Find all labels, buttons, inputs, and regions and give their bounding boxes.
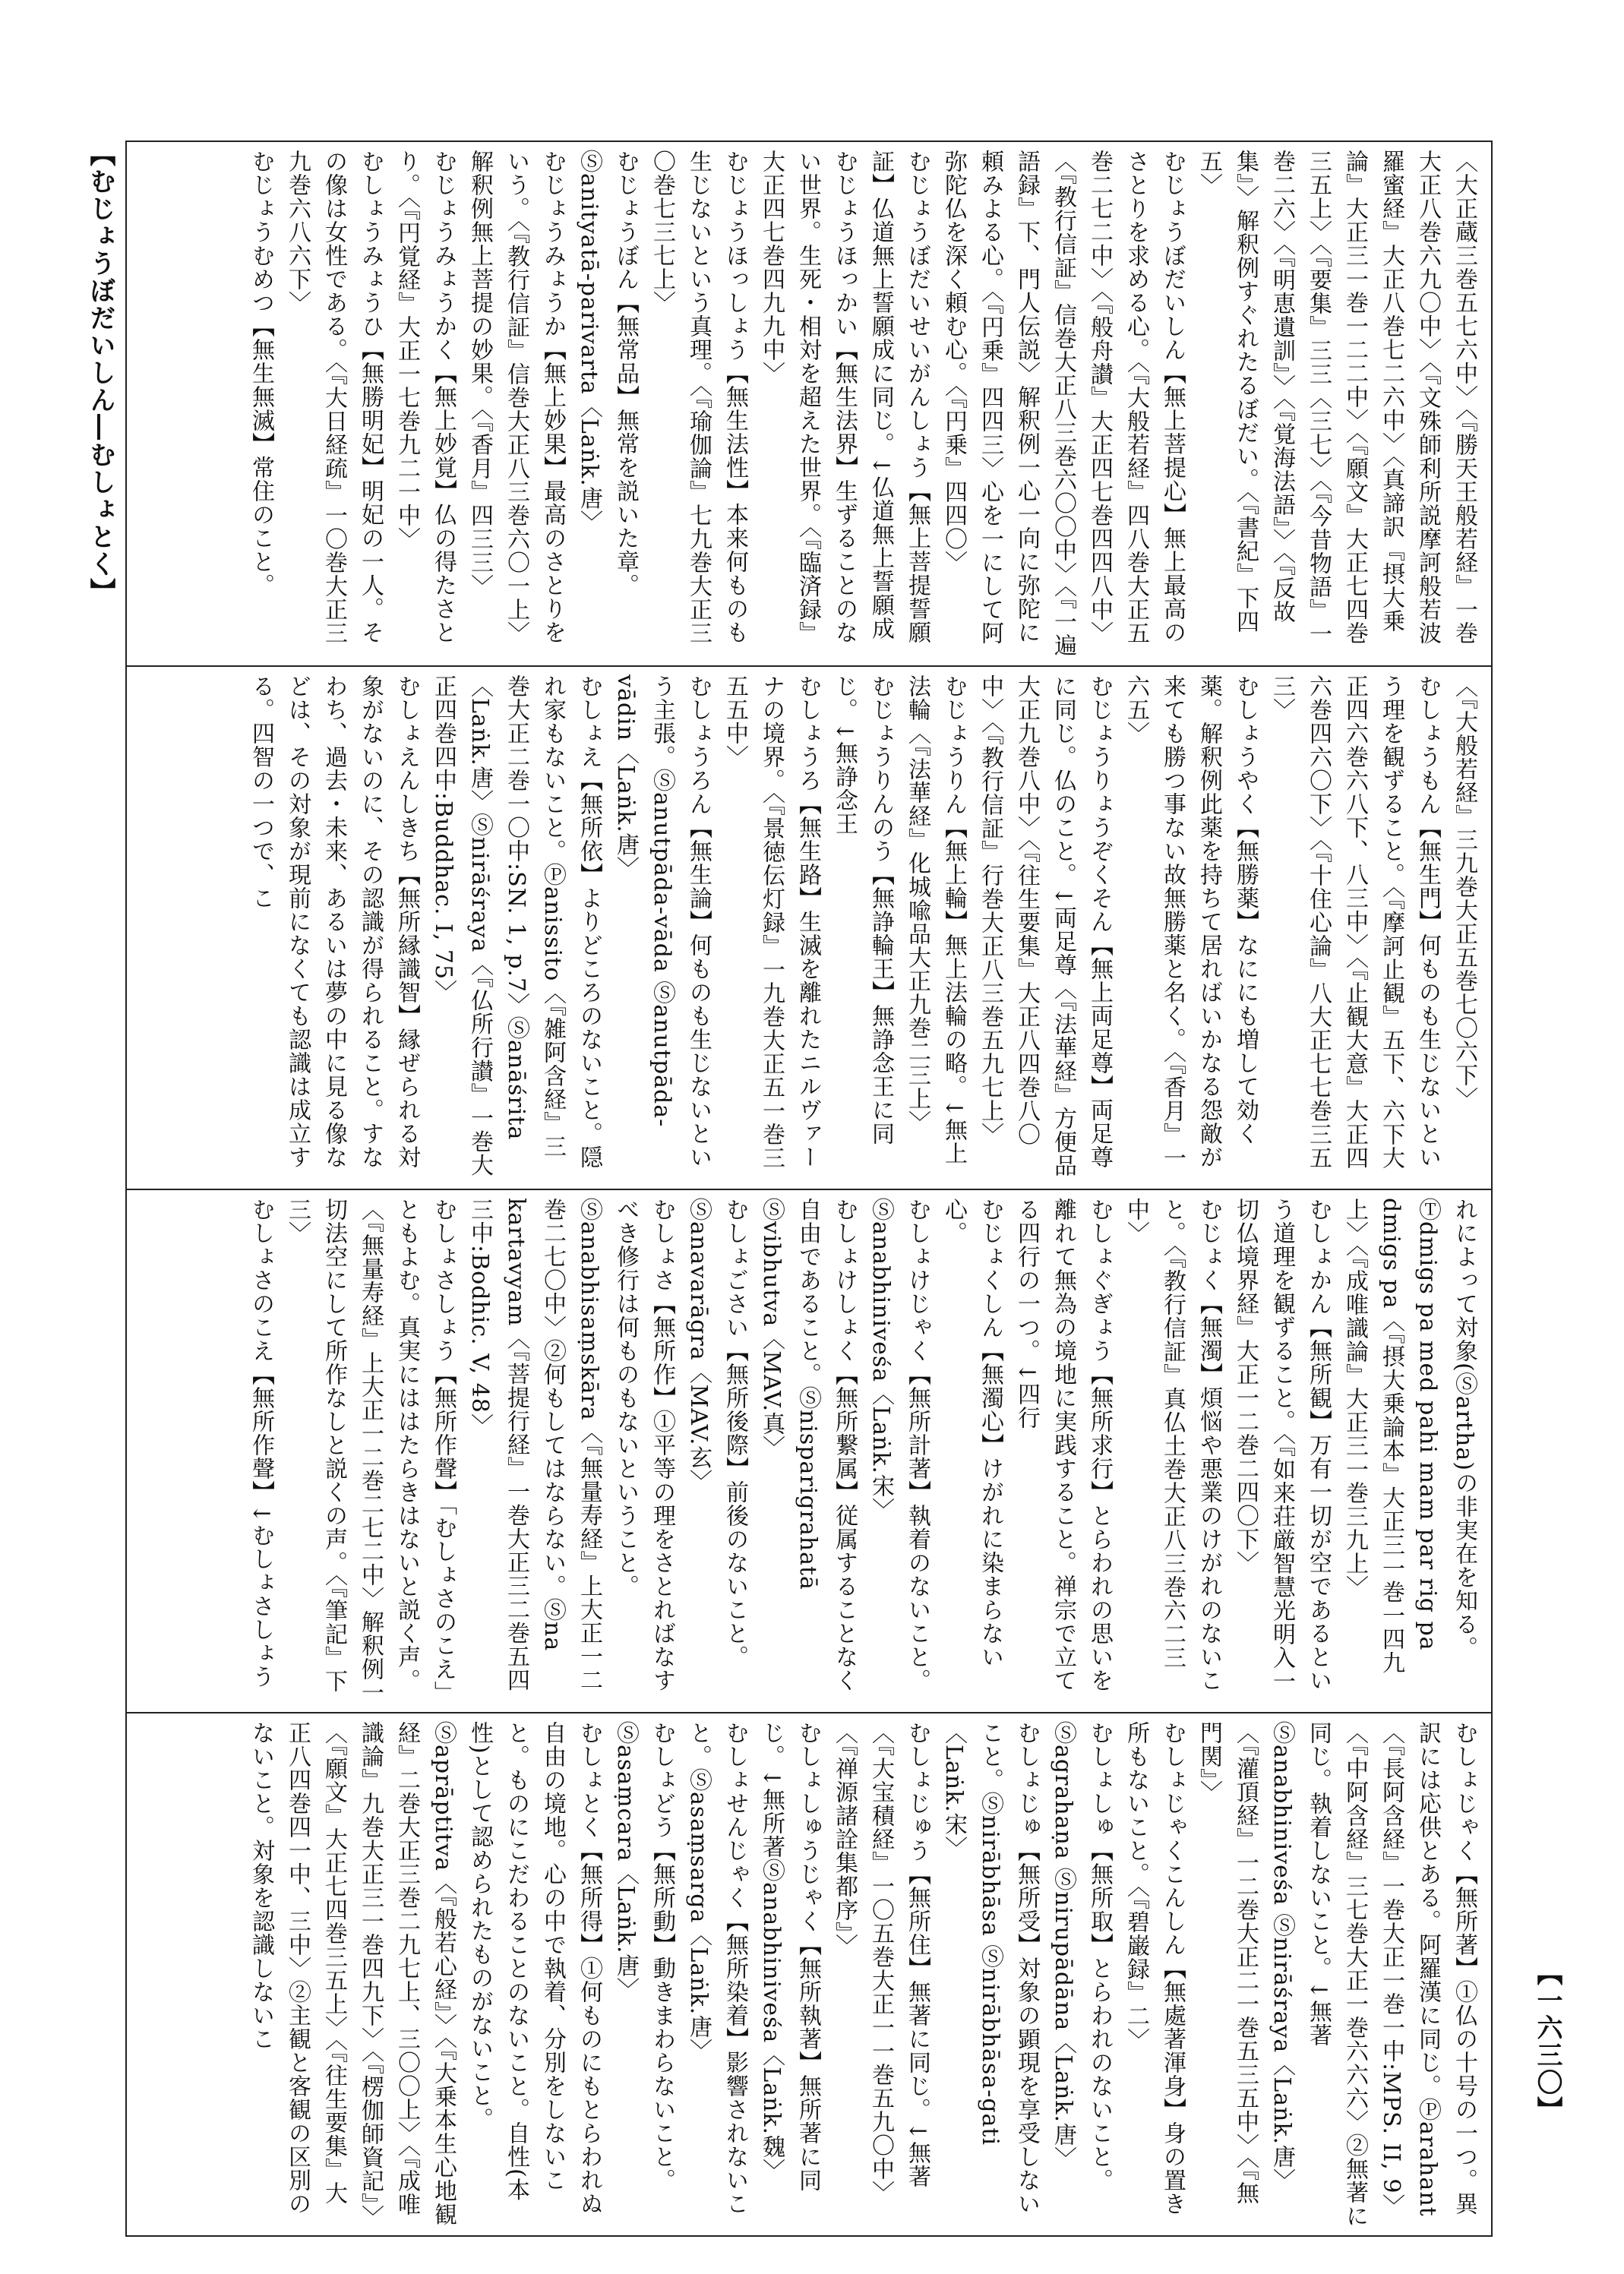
- entry: むしょけじゃく【無所計著】執着のないこと。Ⓢanabhiniveśa〈Laṅk.宋〉: [867, 1198, 930, 1692]
- tier-4: [127, 1712, 1491, 2235]
- entry: むしょかん【無所観】万有一切が空であるという道理を観ずること。〈『如来荘厳智慧光明入一切仏境界経』大正一二巻二四〇下〉: [1232, 1198, 1332, 1693]
- entry: むしょうやく【無勝薬】なににも増して効く薬。解釈例此薬を持ちて居ればいかなる怨敵が来ても勝つ事ない故無勝薬と名く。〈『香月』一六五〉: [1123, 674, 1259, 1170]
- entry: むしょうろ【無生路】生滅を離れたニルヴァーナの境界。〈『景徳伝灯録』一九巻大正五一巻三五五中〉: [722, 674, 821, 1170]
- entry: むじょうむめつ【無生無滅】常住のこと。: [248, 150, 274, 597]
- entry: むしょどう【無所動】動きまわらないこと。Ⓢasaṃcara〈Laṅk.唐〉: [612, 1721, 675, 2192]
- entry: むしょさ【無所作】①平等の理をさとればなすべき修行は何ものもないということ。Ⓢanabhisaṃskāra〈『無量寿経』上大正一二巻二七〇中〉②何もしてはならない。Ⓢna kartavyam〈『菩提行経』一巻大正三二巻五四三中:Bodhic. V, 48〉: [466, 1198, 675, 1692]
- entry: むしょうろん【無生論】何ものも生じないという主張。Ⓢanutpāda-vāda Ⓢanutpāda-vādin〈Laṅk.唐〉: [612, 674, 712, 1169]
- tier-2: [127, 665, 1491, 1189]
- entry: むじょうりんのう【無諍輪王】無諍念王に同じ。↓無諍念王: [831, 674, 894, 1145]
- tier-1-text: [136, 150, 1482, 658]
- entry: むしょうもん【無生門】何ものも生じないという理を観ずること。〈『摩訶止観』五下、六下大正四六巻六八下、八三中〉〈『止観大意』大正四六巻四六〇下〉〈『十住心論』八大正七七巻三五三〉: [1269, 674, 1441, 1170]
- entry: むしょごさい【無所後際】前後のないこと。Ⓢanavarāgra〈MAV.玄〉: [685, 1198, 748, 1669]
- dictionary-page: [125, 141, 1493, 2237]
- entry: むじょうほっかい【無生法界】生ずることのない世界。生死・相対を超えた世界。〈『臨済録』大正四七巻四九九中〉: [758, 150, 858, 645]
- entry: むじょうほっしょう【無生法性】本来何ものも生じないという真理。〈『瑜伽論』七九巻大正三〇巻七三七上〉: [649, 150, 748, 645]
- entry: むしょけしょく【無所繋属】従属することなく自由であること。Ⓢnisparigrahatā Ⓢvibhutva〈MAV.真〉: [758, 1198, 858, 1692]
- entry: むしょとく【無所得】①何ものにもとらわれぬ自由の境地。心の中で執着、分別をしないこと。ものにこだわることのないこと。自性(本性)として認められたものがないこと。Ⓢaprāptitva〈『般若心経』〉〈『大乗本生心地観経』二巻大正三巻二九七上、三〇〇上〉〈『成唯識論』九巻大正三一巻四九下〉〈『楞伽師資記』〉〈『願文』大正七四巻三五上〉〈『往生要集』大正八四巻四一中、三中〉②主観と客観の区別のないこと。対象を認識しないこ: [248, 1721, 602, 2227]
- entry: むしょさしょう【無所作聲】「むしょさのこえ」ともよむ。真実にははたらきはないと説く声。〈『無量寿経』上大正一二巻二七二中〉解釈例一切法空にして所作なしと説くの声。〈『筆記』下三〉: [284, 1198, 457, 1704]
- entry: むしょせんじゃく【無所染着】影響されないこと。Ⓢasaṃsarga〈Laṅk.唐〉: [685, 1721, 748, 2216]
- entry: むじょうみょうかく【無上妙覚】仏の得たさとり。〈『円覚経』大正一七巻九二一中〉: [393, 150, 457, 644]
- entry: むしょさのこえ【無所作聲】↓むしょさしょう: [248, 1198, 274, 1689]
- entry: むじょくしん【無濁心】けがれに染まらない心。: [940, 1198, 1003, 1669]
- tier-3: [127, 1189, 1491, 1712]
- entry: むじょうぼだいせいがんしょう【無上菩提誓願証】仏道無上誓願成に同じ。↓仏道無上誓願成: [867, 150, 930, 644]
- entry: 〈『大般若経』三九巻大正五巻七〇六下〉: [1451, 674, 1477, 1110]
- entry: むじょく【無濁】煩悩や悪業のけがれのないこと。〈『教行信証』真仏土巻大正八三巻六二三中〉: [1123, 1198, 1222, 1692]
- entry: むじょうりょうぞくそん【無上両足尊】両足尊に同じ。仏のこと。↓両足尊〈『法華経』方便品大正九巻八中〉〈『往生要集』大正八四巻八〇中〉〈『教行信証』行巻大正八三巻五九七上〉: [977, 674, 1113, 1178]
- entry: むしょしゅ【無所取】とらわれのないこと。Ⓢagrahaṇa Ⓢnirupādāna〈Laṅk.唐〉: [1050, 1721, 1113, 2192]
- entry: むしょじゃく【無所著】①仏の十号の一つ。異訳には応供とある。阿羅漢に同じ。Ⓟarahant〈『長阿含経』一巻大正一巻一中:MPS. II, 9〉〈『中阿含経』三七巻大正一巻六六六〉②無著に同じ。執着しないこと。↓無著Ⓢanabhiniveśa Ⓢnirāśraya〈Laṅk.唐〉〈『灌頂経』一二巻大正二一巻五三五中〉〈『無門関』〉: [1196, 1721, 1477, 2228]
- entry: むじょうぼん【無常品】無常を説いた章。Ⓢanityatā-parivarta〈Laṅk.唐〉: [576, 150, 639, 597]
- entry: むしょじゃくこんしん【無處著渾身】身の置き所もないこと。〈『碧巌録』二〉: [1123, 1721, 1186, 2216]
- tier-3-text: [136, 1198, 1482, 1704]
- entry: れによって対象(Ⓢartha)の非実在を知る。Ⓣdmigs pa med pahi mam par rig pa dmigs pa〈『摂大乗論本』大正三一巻一四九上〉〈『成唯識論』大正三一巻三九上〉: [1341, 1198, 1477, 1675]
- entry: むしょしゅうじゃく【無所執著】無所著に同じ。↓無所著Ⓢanabhiniveśa〈Laṅk.魏〉: [758, 1721, 821, 2192]
- entry: むしょうみょうひ【無勝明妃】明妃の一人。その像は女性である。〈『大日経疏』一〇巻大正三九巻六八六下〉: [284, 150, 384, 645]
- entry: むしょじゅ【無所受】対象の顕現を享受しないこと。Ⓢnirābhāsa Ⓢnirābhāsa-gati〈Laṅk.宋〉: [940, 1721, 1040, 2216]
- entry: むしょぐぎょう【無所求行】とらわれの思いを離れて無為の境地に実践すること。禅宗で立てる四行の一つ。↓四行: [1013, 1198, 1113, 1692]
- entry: むじょうりん【無上輪】無上法輪の略。↓無上法輪〈『法華経』化城喩品大正九巻二三上〉: [904, 674, 967, 1166]
- entry: むしょじゅう【無所住】無著に同じ。↓無著〈『大宝積経』一〇五巻大正一一巻五九〇中〉〈『禅源諸詮集都序』〉: [831, 1721, 930, 2204]
- entry: むしょえ【無所依】よりどころのないこと。隠れ家もないこと。Ⓟanissito〈『雑阿含経』三巻大正二巻一〇中:SN. 1, p.7〉Ⓢanāśrita〈Laṅk.唐〉Ⓢnirāśraya〈『仏所行讃』一巻大正四巻四中:Buddhac. I, 75〉: [430, 674, 602, 1177]
- tier-2-text: [136, 674, 1482, 1181]
- entry: むしょえんしきち【無所縁識智】縁ぜられる対象がないのに、その認識が得られること。すなわち、過去・未来、あるいは夢の中に見る像などは、その対象が現前になくても認識は成立する。四智の一つで、こ: [248, 674, 420, 1169]
- entry: むじょうぼだいしん【無上菩提心】無上最高のさとりを求める心。〈『大般若経』四八巻大正五巻二七二中〉〈『般舟讃』大正四七巻四四八中〉〈『教行信証』信巻大正八三巻六〇〇中〉〈『一遍語録』下、門人伝説〉解釈例一心一向に弥陀に頼みよる心。〈『円乗』四四三〉心を一にして阿弥陀仏を深く頼む心。〈『円乗』四四〇〉: [940, 150, 1186, 657]
- running-head: 【むじょうぼだいしん―むしょとく】: [85, 141, 115, 605]
- entry: むじょうみょうか【無上妙果】最高のさとりをいう。〈『教行信証』信巻大正八三巻六〇一上〉解釈例無上菩提の妙果。〈『香月』四三三〉: [466, 150, 566, 645]
- page-number: 【一六三〇】: [1532, 1960, 1562, 2124]
- tier-4-text: [136, 1721, 1482, 2228]
- tier-1: [127, 142, 1491, 665]
- entry: 〈大正蔵三巻五七六中〉〈『勝天王般若経』一巻大正八巻六九〇中〉〈『文殊師利所説摩訶般若波羅蜜経』大正八巻七二六中〉〈真諦訳『摂大乗論』大正三一巻一二二中〉〈『願文』大正七四巻三五上〉〈『要集』三三〈三七〉〈『今昔物語』一巻二六〉〈『明恵遺訓』〉〈『覚海法語』〉〈『反故集』〉解釈例すぐれたるぼだい。〈『書紀』下四五〉: [1196, 150, 1477, 646]
